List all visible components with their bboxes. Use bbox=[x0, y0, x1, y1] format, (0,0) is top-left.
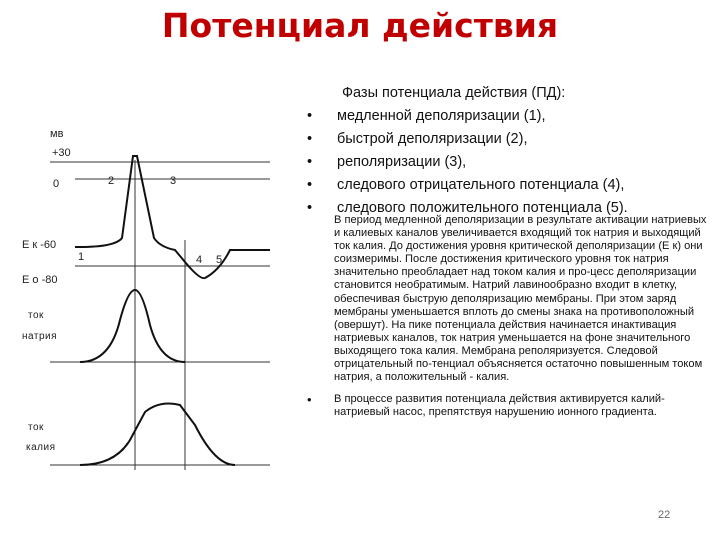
phase-item: • реполяризации (3), bbox=[305, 151, 715, 174]
page-number: 22 bbox=[658, 509, 671, 521]
description-paragraph-2: • В процессе развития потенциала действия активируется калий-натриевый насос, препятствуя нарушению ионного градиента. bbox=[305, 393, 715, 419]
phase-item: • медленной деполяризации (1), bbox=[305, 105, 715, 128]
action-potential-svg bbox=[20, 120, 320, 540]
potassium-current-label-2: калия bbox=[26, 442, 56, 453]
phase-5-label: 5 bbox=[216, 254, 223, 266]
phase-3-label: 3 bbox=[170, 175, 177, 187]
phase-4-label: 4 bbox=[196, 254, 203, 266]
zero-label: 0 bbox=[53, 178, 60, 190]
phase-item: • быстрой деполяризации (2), bbox=[305, 128, 715, 151]
slide-title: Потенциал действия bbox=[161, 6, 559, 45]
phases-block bbox=[305, 82, 715, 220]
phase-1-label: 1 bbox=[78, 251, 85, 263]
action-potential-diagram bbox=[20, 120, 320, 540]
sodium-current-label-2: натрия bbox=[22, 331, 58, 342]
phase-item: • следового отрицательного потенциала (4), bbox=[305, 174, 715, 197]
sodium-current-curve bbox=[80, 290, 185, 362]
potassium-current-curve bbox=[80, 404, 235, 465]
plus30-label: +30 bbox=[52, 147, 71, 159]
phase-2-label: 2 bbox=[108, 175, 115, 187]
phases-heading: Фазы потенциала действия (ПД): bbox=[342, 85, 566, 101]
ek-label: Е к -60 bbox=[22, 239, 57, 251]
eo-label: Е о -80 bbox=[22, 274, 58, 286]
description-paragraph-1: В период медленной деполяризации в результате активации натриевых и калиевых каналов увеличивается входящий ток натрия и выходящий ток калия. До достижения уровня критической деполяризации (Е к) они соизмеримы. После достижения критического уровня ток натрия значительно преобладает над током калия и про-цесс деполяризации становится необратимым. Натрий лавинообразно входит в клетку, обеспечивая быструю деполяризацию мембраны. При этом заряд мембраны уменьшается вплоть до смены знака на противоположный (овершут). На пике потенциала действия начинается инактивация натриевых каналов, ток натрия уменьшается на фоне значительного выходящего тока калия. Мембрана реполяризуется. Следовой отрицательный по-тенциал объясняется остаточно повышенным током натрия, а положительный - калия. bbox=[334, 214, 707, 384]
potassium-current-label-1: ток bbox=[28, 422, 44, 433]
description-block bbox=[305, 214, 715, 419]
phase-item: • следового положительного потенциала (5). bbox=[305, 197, 715, 220]
phases-list bbox=[305, 105, 715, 220]
unit-label: мв bbox=[50, 128, 64, 140]
sodium-current-label-1: ток bbox=[28, 310, 44, 321]
